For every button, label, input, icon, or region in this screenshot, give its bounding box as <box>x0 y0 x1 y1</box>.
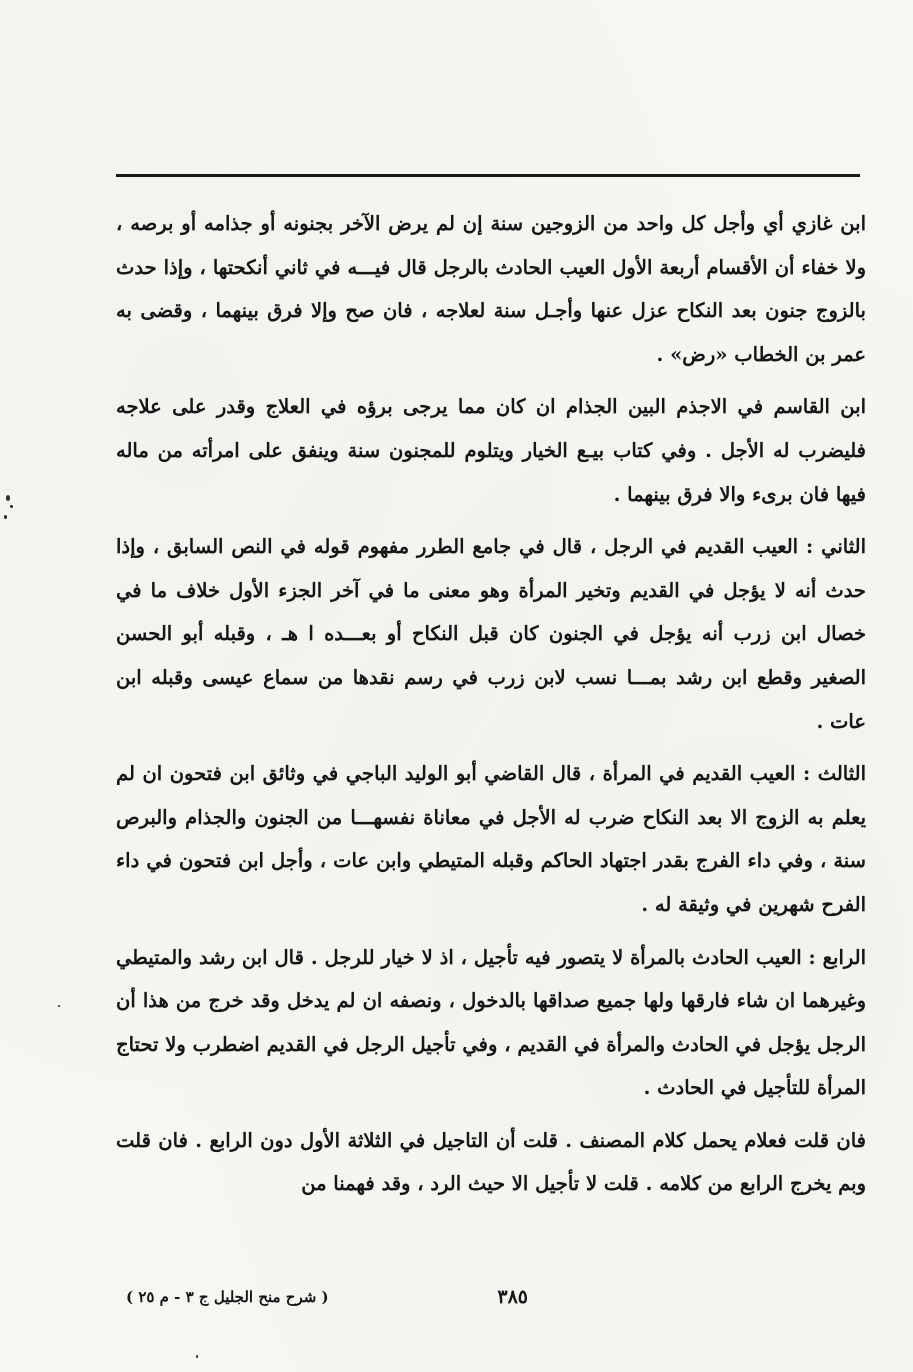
footer-reference: ( شرح منح الجليل ج ٣ - م ٢٥ ) <box>126 1288 329 1306</box>
scan-speck <box>58 1005 60 1007</box>
scan-speck <box>10 505 13 508</box>
paragraph-3: الثاني : العيب القديم في الرجل ، قال في جامع الطرر مفهوم قوله في النص السابق ، وإذا حدث أنه لا يؤجل في القديم وتخير المرأة وهو معنى ما في آخر الجزء الأول خلاف ما في خصال ابن زرب أنه يؤجل في الجنون كان قبل النكاح أو بعـــده ا هـ ، وقبله أبو الحسن الصغير وقطع ابن رشد بمـــا نسب لابن زرب في رسم نقدها من سماع عيسى وقبله ابن عات . <box>116 535 866 733</box>
paragraph-1: ابن غازي أي وأجل كل واحد من الزوجين سنة إن لم يرض الآخر بجنونه أو جذامه أو برصه ، ولا خفاء أن الأقسام أربعة الأول العيب الحادث بالرجل قال فيـــه في ثاني أنكحتها ، وإذا حدث بالزوج جنون بعد النكاح عزل عنها وأجـل سنة لعلاجه ، فان صح وإلا فرق بينهما ، وقضى به عمر بن الخطاب «رض» . <box>116 212 866 366</box>
page-footer <box>116 1286 866 1316</box>
scan-speck <box>4 515 7 519</box>
header-rule <box>116 174 860 177</box>
page-number: ٣٨٥ <box>497 1286 528 1308</box>
scan-speck <box>6 495 10 501</box>
paragraph-6: فان قلت فعلام يحمل كلام المصنف . قلت أن التاجيل في الثلاثة الأول دون الرابع . فان قلت وبم يخرج الرابع من كلامه . قلت لا تأجيل الا حيث الرد ، وقد فهمنا من <box>116 1128 866 1196</box>
main-text-block <box>116 202 866 1215</box>
scan-speck <box>196 1355 198 1358</box>
paragraph-4: الثالث : العيب القديم في المرأة ، قال القاضي أبو الوليد الباجي في وثائق ابن فتحون ان لم يعلم به الزوج الا بعد النكاح ضرب له الأجل في معاناة نفسهـــا من الجنون والجذام والبرص سنة ، وفي داء الفرج بقدر اجتهاد الحاكم وقبله المتيطي وابن عات ، وأجل ابن فتحون في داء الفرح شهرين في وثيقة له . <box>116 762 866 916</box>
paragraph-2: ابن القاسم في الاجذم البين الجذام ان كان مما يرجى برؤه في العلاج وقدر على علاجه فليضرب له الأجل . وفي كتاب بيـع الخيار ويتلوم للمجنون سنة وينفق على امرأته من ماله فيها فان برىء والا فرق بينهما . <box>116 395 866 506</box>
paragraph-5: الرابع : العيب الحادث بالمرأة لا يتصور فيه تأجيل ، اذ لا خيار للرجل . قال ابن رشد والمتيطي وغيرهما ان شاء فارقها ولها جميع صداقها بالدخول ، ونصفه ان لم يدخل وقد خرج من هذا أن الرجل يؤجل في الحادث والمرأة في القديم ، وفي تأجيل الرجل في القديم اضطرب ولا تحتاج المرأة للتأجيل في الحادث . <box>116 945 866 1100</box>
